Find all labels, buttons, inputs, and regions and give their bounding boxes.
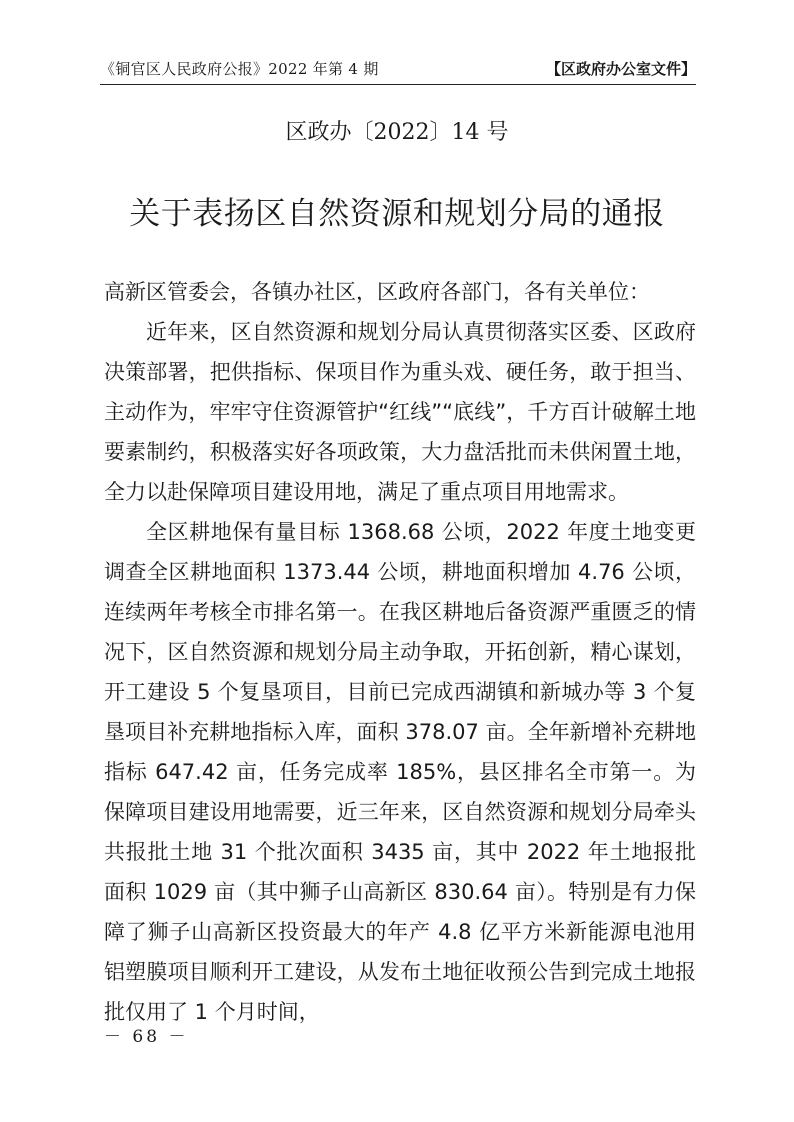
publication-title: 《铜官区人民政府公报》2022 年第 4 期 — [100, 60, 379, 78]
paragraph: 近年来，区自然资源和规划分局认真贯彻落实区委、区政府决策部署，把供指标、保项目作为重头戏、硬任务，敢于担当、主动作为，牢牢守住资源管护“红线”“底线”，千方百计破解土地要素制约，积极落实好各项政策，大力盘活批而未供闲置土地，全力以赴保障项目建设用地，满足了重点项目用地需求。 — [104, 320, 696, 504]
paragraph: 全区耕地保有量目标 1368.68 公顷，2022 年度土地变更调查全区耕地面积 1373.44 公顷，耕地面积增加 4.76 公顷，连续两年考核全市排名第一。在我区耕地后备资源严重匮乏的情况下，区自然资源和规划分局主动争取，开拓创新，精心谋划，开工建设 5 个复垦项目，目前已完成西湖镇和新城办等 3 个复垦项目补充耕地指标入库，面积 378.07 亩。全年新增补充耕地指标 647.42 亩，任务完成率 185%，县区排名全市第一。为保障项目建设用地需要，近三年来，区自然资源和规划分局牵头共报批土地 31 个批次面积 3435 亩，其中 2022 年土地报批面积 1029 亩（其中狮子山高新区 830.64 亩）。特别是有力保障了狮子山高新区投资最大的年产 4.8 亿平方米新能源电池用铝塑膜项目顺利开工建设，从发布土地征收预公告到完成土地报批仅用了 1 个月时间， — [104, 520, 696, 1024]
document-title: 关于表扬区自然资源和规划分局的通报 — [129, 196, 665, 232]
section-tag: 【区政府办公室文件】 — [545, 60, 696, 78]
page-number: － 68 － — [104, 1027, 189, 1047]
document-body — [104, 272, 696, 1032]
document-number: 区政办〔2022〕14 号 — [285, 120, 509, 145]
salutation: 高新区管委会，各镇办社区，区政府各部门，各有关单位： — [104, 280, 650, 304]
running-header — [100, 58, 696, 80]
header-divider — [100, 84, 696, 85]
